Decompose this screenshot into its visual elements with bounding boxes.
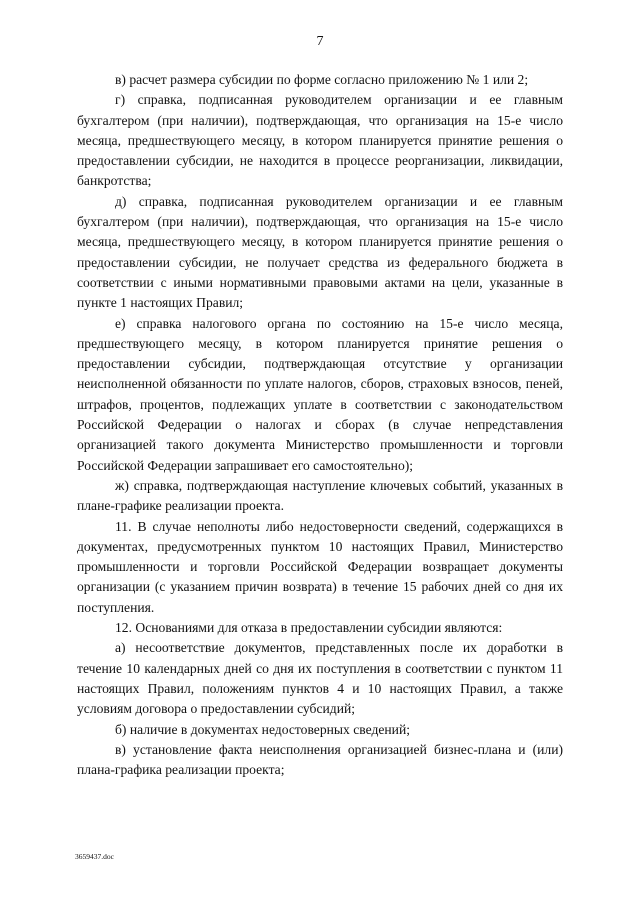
paragraph-b-false-information: б) наличие в документах недостоверных сведений; [115, 721, 411, 737]
document-footer-filename: 3659437.doc [75, 852, 114, 861]
page-number: 7 [316, 34, 324, 49]
paragraph-g-reorganization-certificate: г) справка, подписанная руководителем организации и ее главным бухгалтером (при наличии), подтверждающая, что организация на 15-е число месяца, предшествующего месяцу, в котором планируется принятие решения о предоставлении субсидии, не находится в процессе реорганизации, ликвидации, банкротства; [77, 92, 563, 189]
paragraph-12-refusal-grounds: 12. Основаниями для отказа в предоставлении субсидии являются: [115, 620, 503, 636]
paragraph-v-business-plan-nonfulfillment: в) установление факта неисполнения организацией бизнес-плана и (или) плана-графика реализации проекта; [77, 741, 563, 778]
paragraph-a-documents-mismatch: а) несоответствие документов, представленных после их доработки в течение 10 календарных дней со дня их поступления в соответствии с пунктом 11 настоящих Правил, положениям пунктов 4 и 10 настоящих Правил, а также условиям договора о предоставлении субсидий; [77, 640, 563, 717]
paragraph-11-document-return: 11. В случае неполноты либо недостоверности сведений, содержащихся в документах, предусмотренных пунктом 10 настоящих Правил, Министерство промышленности и торговли Российской Федерации возвращает документы организации (с указанием причин возврата) в течение 15 рабочих дней со дня их поступления. [77, 518, 563, 615]
document-body [77, 70, 563, 780]
paragraph-e-tax-authority-certificate: е) справка налогового органа по состоянию на 15-е число месяца, предшествующего месяцу, в котором планируется принятие решения о предоставлении субсидии, подтверждающая отсутствие у организации неисполненной обязанности по уплате налогов, сборов, страховых взносов, пеней, штрафов, процентов, подлежащих уплате в соответствии с законодательством Российской Федерации о налогах и сборах (в случае непредставления организацией такого документа Министерство промышленности и торговли Российской Федерации запрашивает его самостоятельно); [77, 315, 563, 473]
paragraph-zh-key-events-certificate: ж) справка, подтверждающая наступление ключевых событий, указанных в плане-графике реализации проекта. [77, 477, 563, 514]
paragraph-d-budget-funds-certificate: д) справка, подписанная руководителем организации и ее главным бухгалтером (при наличии), подтверждающая, что организация на 15-е число месяца, предшествующего месяцу, в котором планируется принятие решения о предоставлении субсидии, не получает средства из федерального бюджета в соответствии с иными нормативными правовыми актами на цели, указанные в пункте 1 настоящих Правил; [77, 193, 563, 311]
paragraph-v-subsidy-calculation: в) расчет размера субсидии по форме согласно приложению № 1 или 2; [115, 72, 529, 87]
